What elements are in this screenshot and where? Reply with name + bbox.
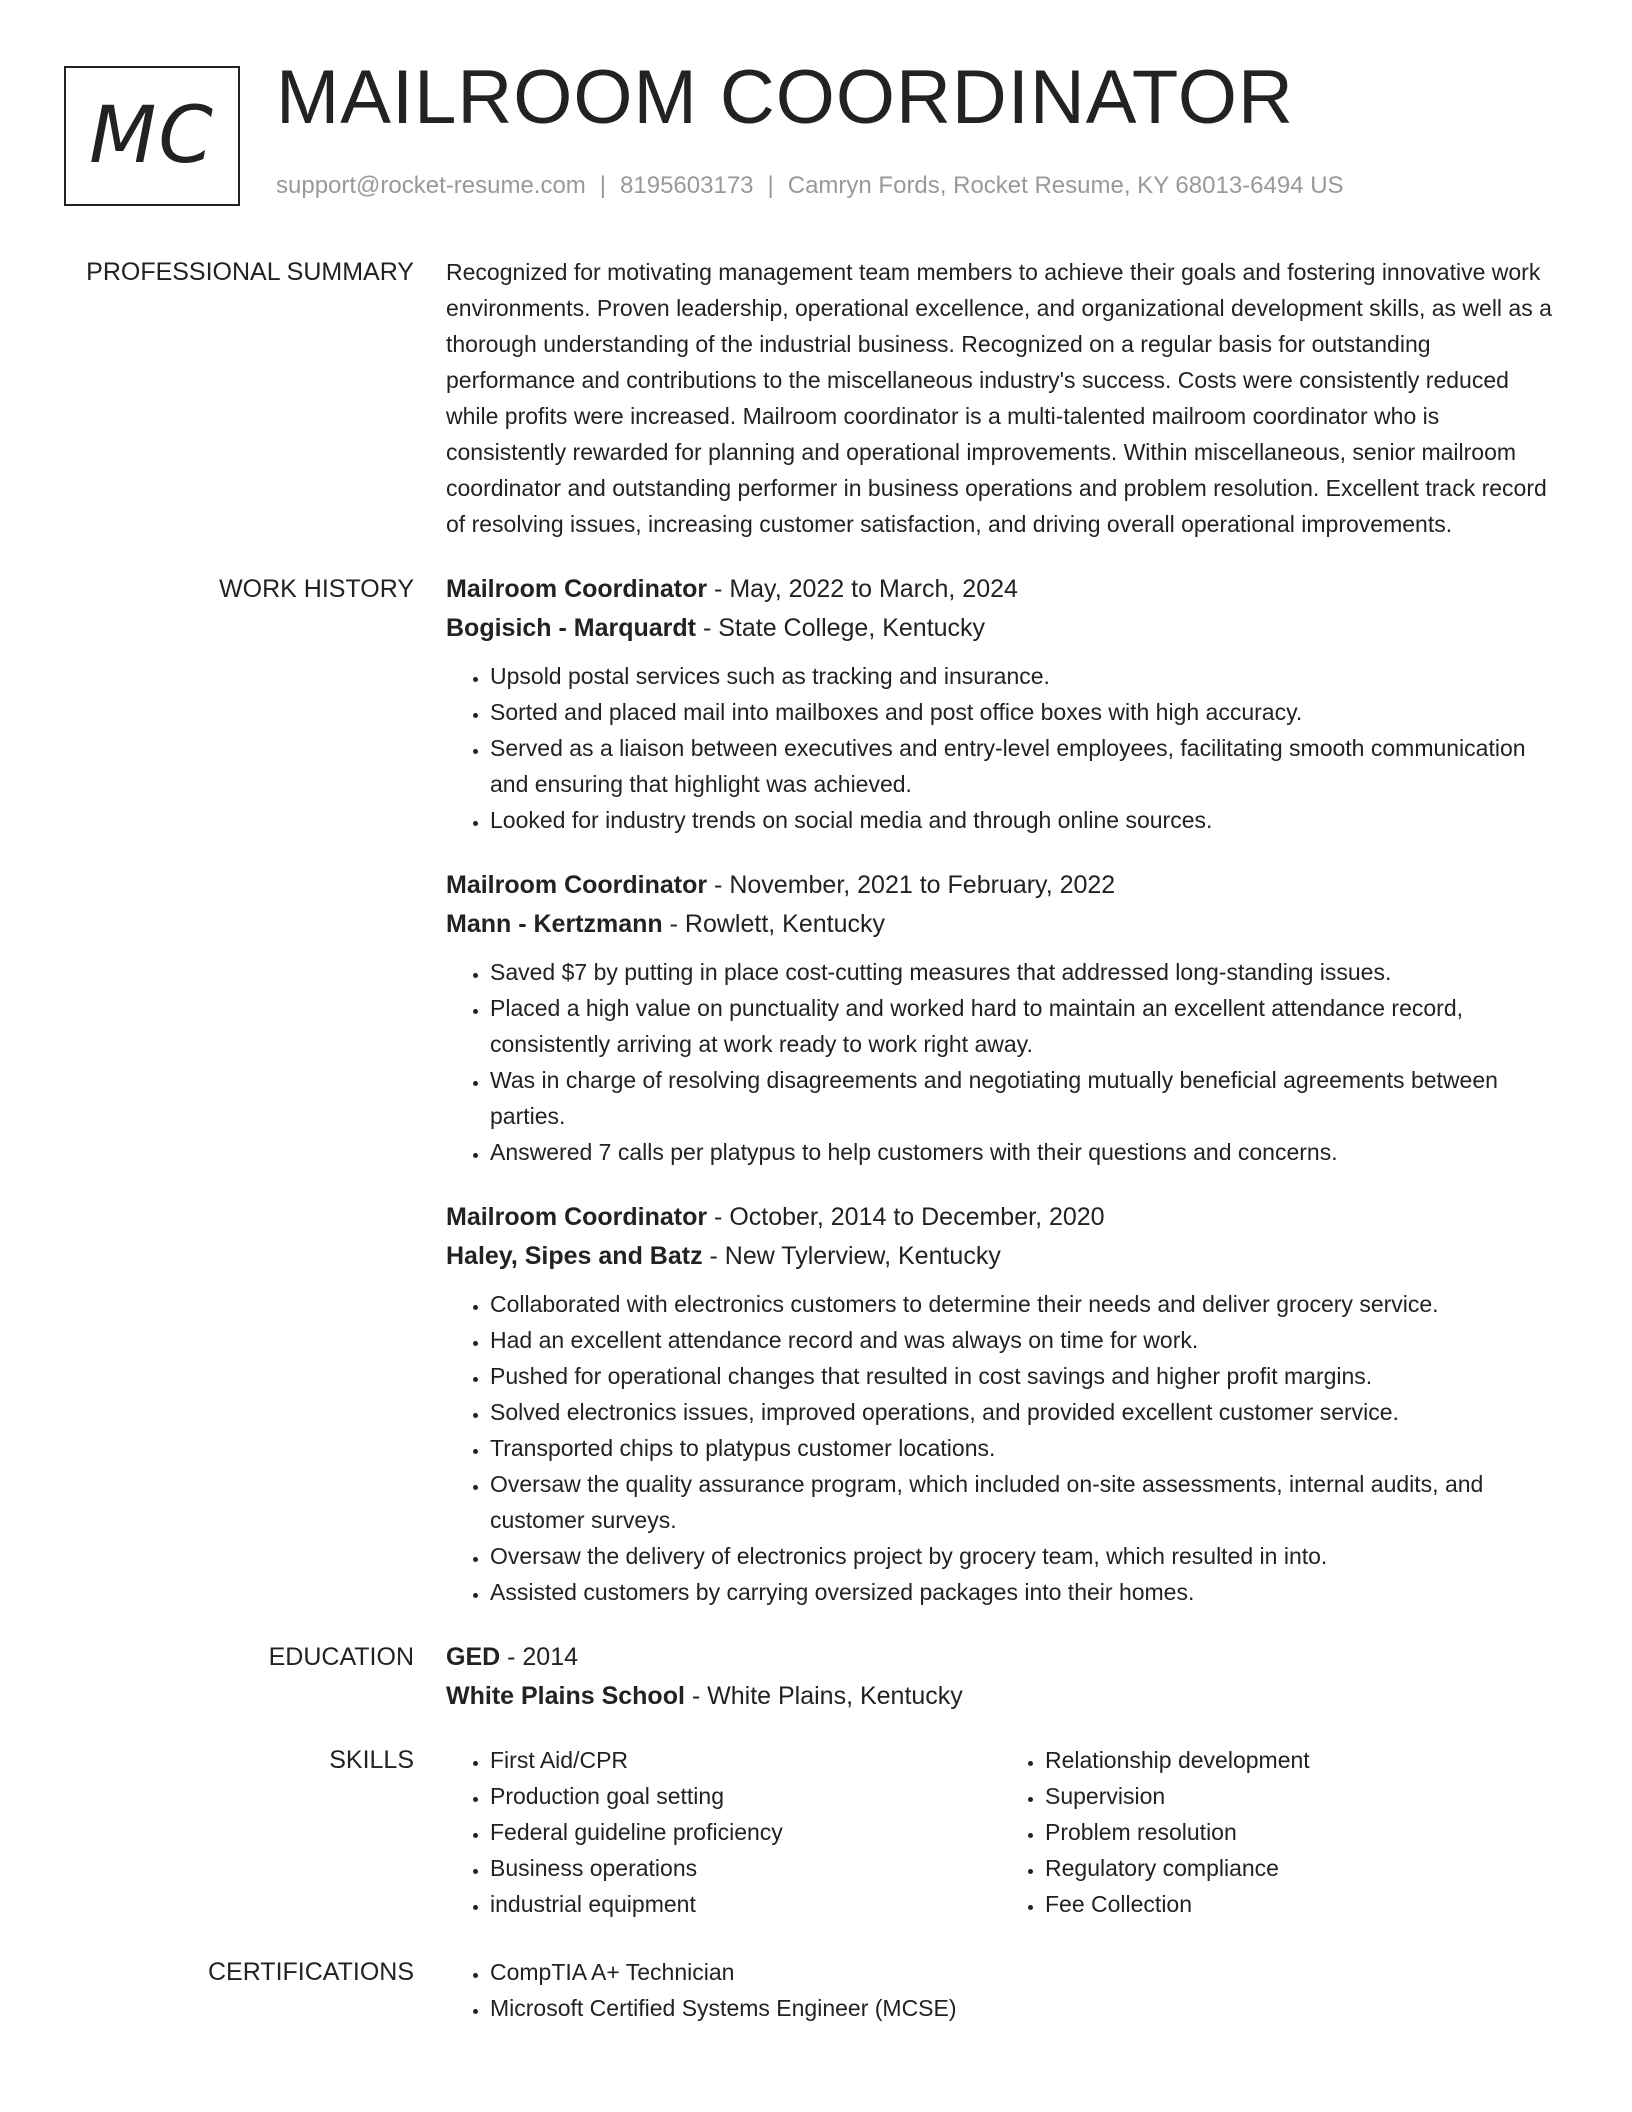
- job-bullets: [446, 1286, 1556, 1610]
- section-label: WORK HISTORY: [219, 575, 414, 603]
- contact-line: [276, 172, 1344, 200]
- job-bullet: • Transported chips to platypus customer locations.: [490, 1430, 1556, 1466]
- job-bullet: • Sorted and placed mail into mailboxes and post office boxes with high accuracy.: [490, 694, 1556, 730]
- contact-separator: |: [599, 172, 607, 199]
- page-title: MAILROOM COORDINATOR: [276, 55, 1294, 140]
- job-bullet: • Served as a liaison between executives and entry-level employees, facilitating smooth communication and ensuring that highlight was achieved.: [490, 730, 1556, 802]
- skills-section: [0, 1742, 1632, 1922]
- summary-section: [0, 254, 1632, 542]
- monogram-box: [64, 66, 240, 206]
- job-bullet: • Placed a high value on punctuality and worked hard to maintain an excellent attendance record, consistently arriving at work ready to work right away.: [490, 990, 1556, 1062]
- job-title-line: [446, 1198, 1556, 1237]
- contact-address: Camryn Fords, Rocket Resume, KY 68013-6494 US: [787, 172, 1344, 199]
- job-company: Mann - Kertzmann: [446, 910, 663, 938]
- job-entry: [446, 1198, 1556, 1610]
- work-history-section: [0, 570, 1632, 1638]
- job-dates: - November, 2021 to February, 2022: [707, 871, 1116, 899]
- skill-item: • industrial equipment: [490, 1886, 1001, 1922]
- skill-item: • Problem resolution: [1045, 1814, 1556, 1850]
- job-company: Bogisich - Marquardt: [446, 614, 697, 642]
- contact-email: support@rocket-resume.com: [276, 172, 586, 199]
- job-company-line: [446, 1237, 1556, 1276]
- job-bullet: • Collaborated with electronics customers to determine their needs and deliver grocery service.: [490, 1286, 1556, 1322]
- job-bullet: • Assisted customers by carrying oversized packages into their homes.: [490, 1574, 1556, 1610]
- job-company-line: [446, 905, 1556, 944]
- job-bullet: • Had an excellent attendance record and was always on time for work.: [490, 1322, 1556, 1358]
- certifications-list: [446, 1954, 1556, 2026]
- skill-item: • Production goal setting: [490, 1778, 1001, 1814]
- education-school-line: [446, 1677, 1556, 1716]
- job-title: Mailroom Coordinator: [446, 1203, 708, 1231]
- job-bullet: • Oversaw the delivery of electronics project by grocery team, which resulted in into.: [490, 1538, 1556, 1574]
- skill-item: • Business operations: [490, 1850, 1001, 1886]
- skills-list-right: [1001, 1742, 1556, 1922]
- job-location: - New Tylerview, Kentucky: [702, 1242, 1001, 1270]
- job-dates: - October, 2014 to December, 2020: [707, 1203, 1105, 1231]
- skills-list-left: [446, 1742, 1001, 1922]
- skill-item: • Regulatory compliance: [1045, 1850, 1556, 1886]
- job-bullet: • Upsold postal services such as tracking and insurance.: [490, 658, 1556, 694]
- certifications-section: [0, 1954, 1632, 2026]
- job-company: Haley, Sipes and Batz: [446, 1242, 703, 1270]
- education-school: White Plains School: [446, 1682, 685, 1710]
- job-bullet: • Pushed for operational changes that resulted in cost savings and higher profit margins.: [490, 1358, 1556, 1394]
- job-title-line: [446, 570, 1556, 609]
- skill-item: • Federal guideline proficiency: [490, 1814, 1001, 1850]
- job-entry: [446, 866, 1556, 1170]
- job-entry: [446, 570, 1556, 838]
- contact-separator: |: [767, 172, 774, 199]
- job-bullet: • Saved $7 by putting in place cost-cutting measures that addressed long-standing issues.: [490, 954, 1556, 990]
- resume-header: [0, 0, 1632, 240]
- skill-item: • First Aid/CPR: [490, 1742, 1001, 1778]
- job-bullet: • Solved electronics issues, improved operations, and provided excellent customer service.: [490, 1394, 1556, 1430]
- job-location: - Rowlett, Kentucky: [662, 910, 885, 938]
- job-bullets: [446, 658, 1556, 838]
- job-bullets: [446, 954, 1556, 1170]
- section-label: SKILLS: [329, 1746, 414, 1774]
- job-bullet: • Answered 7 calls per platypus to help customers with their questions and concerns.: [490, 1134, 1556, 1170]
- section-label: EDUCATION: [268, 1643, 414, 1671]
- education-degree: GED: [446, 1643, 501, 1671]
- education-degree-line: [446, 1638, 1556, 1677]
- job-title: Mailroom Coordinator: [446, 871, 708, 899]
- job-bullet: • Was in charge of resolving disagreements and negotiating mutually beneficial agreements between parties.: [490, 1062, 1556, 1134]
- skill-item: • Fee Collection: [1045, 1886, 1556, 1922]
- job-company-line: [446, 609, 1556, 648]
- skills-columns: [446, 1742, 1556, 1922]
- job-title-line: [446, 866, 1556, 905]
- job-dates: - May, 2022 to March, 2024: [707, 575, 1018, 603]
- certification-item: • CompTIA A+ Technician: [490, 1954, 1556, 1990]
- summary-text: Recognized for motivating management team members to achieve their goals and fostering innovative work environments. Proven leadership, operational excellence, and organizational development skills, as well as a thorough understanding of the industrial business. Recognized on a regular basis for outstanding performance and contributions to the miscellaneous industry's success. Costs were consistently reduced while profits were increased. Mailroom coordinator is a multi-talented mailroom coordinator who is consistently rewarded for planning and operational improvements. Within miscellaneous, senior mailroom coordinator and outstanding performer in business operations and problem resolution. Excellent track record of resolving issues, increasing customer satisfaction, and driving overall operational improvements.: [446, 259, 1552, 537]
- job-title: Mailroom Coordinator: [446, 575, 708, 603]
- skill-item: • Supervision: [1045, 1778, 1556, 1814]
- monogram-initials: MC: [89, 91, 215, 181]
- job-bullet: • Oversaw the quality assurance program, which included on-site assessments, internal audits, and customer surveys.: [490, 1466, 1556, 1538]
- job-bullet: • Looked for industry trends on social media and through online sources.: [490, 802, 1556, 838]
- education-year: - 2014: [500, 1643, 579, 1671]
- certification-item: • Microsoft Certified Systems Engineer (MCSE): [490, 1990, 1556, 2026]
- education-section: [0, 1638, 1632, 1716]
- section-label: CERTIFICATIONS: [207, 1958, 414, 1986]
- contact-phone: 8195603173: [620, 172, 754, 199]
- section-label: PROFESSIONAL SUMMARY: [86, 258, 414, 286]
- education-location: - White Plains, Kentucky: [684, 1682, 963, 1710]
- skill-item: • Relationship development: [1045, 1742, 1556, 1778]
- job-location: - State College, Kentucky: [696, 614, 986, 642]
